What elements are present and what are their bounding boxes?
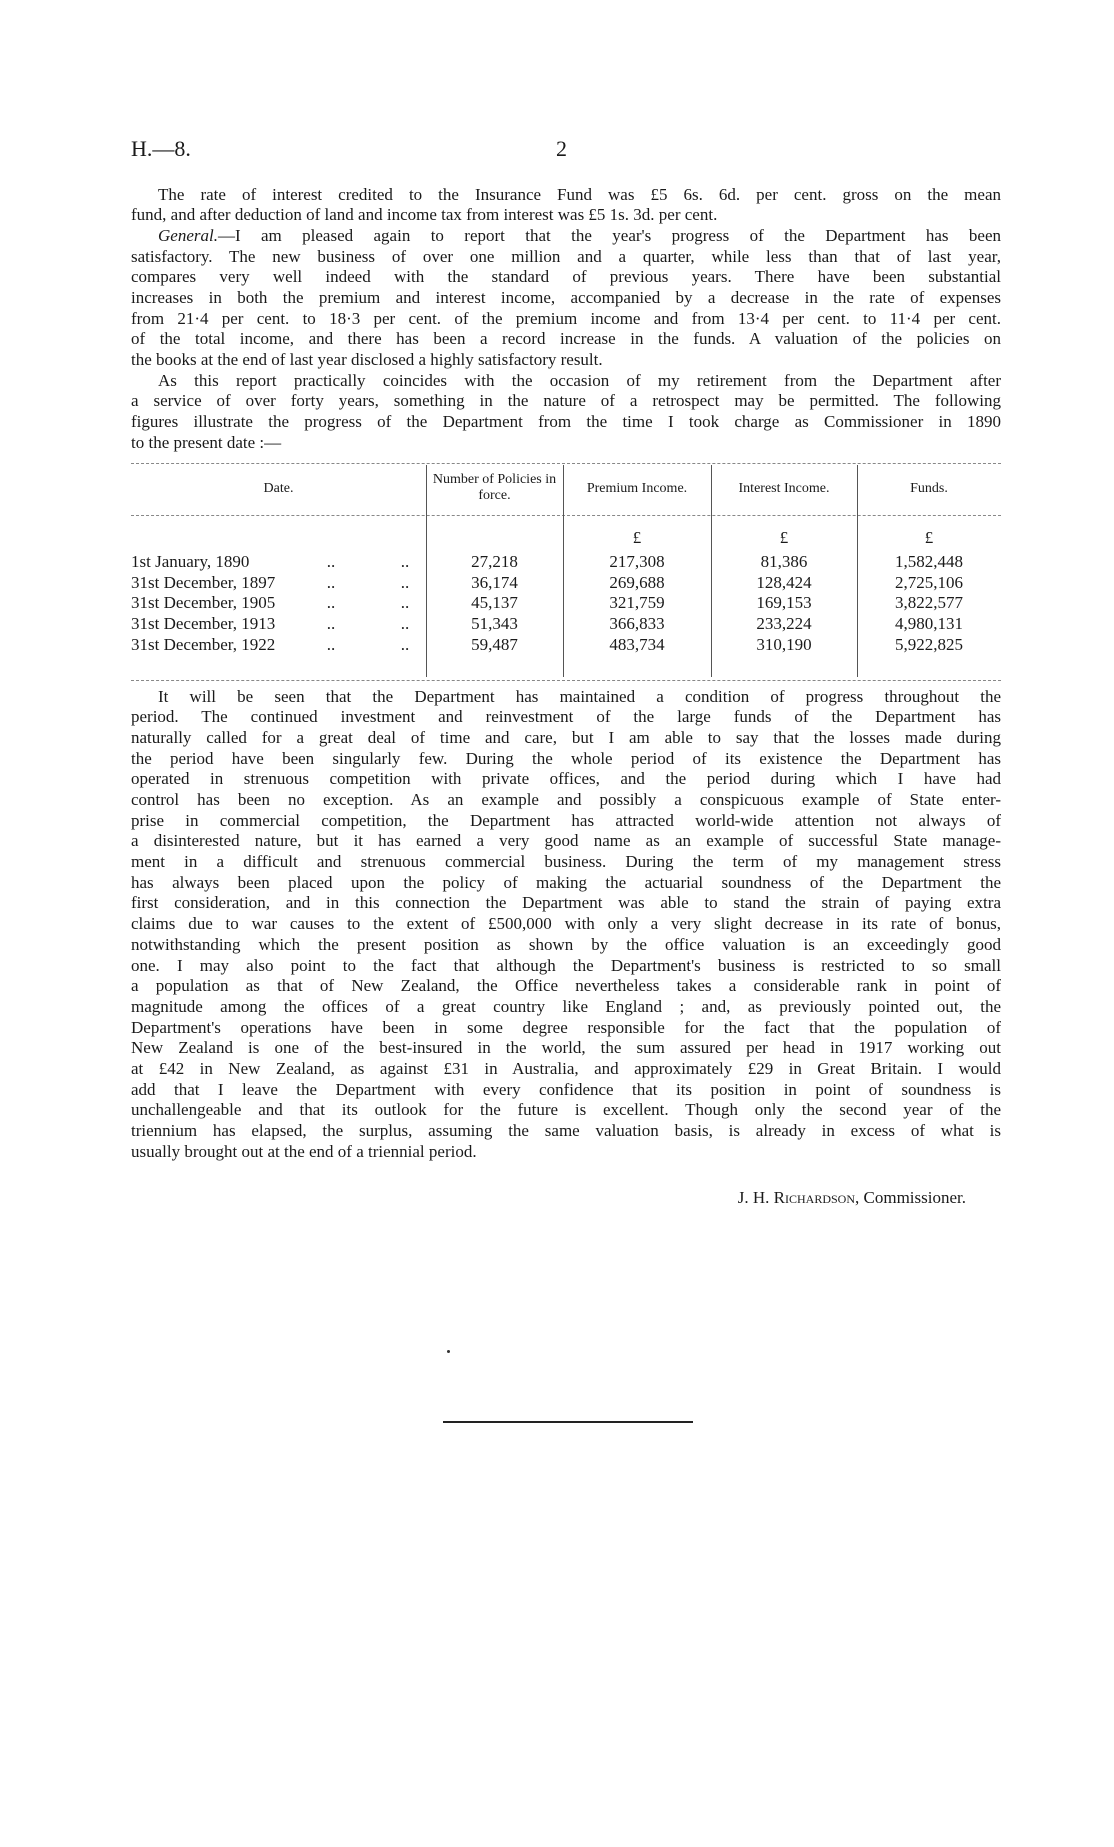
dot-leader: ..	[326, 593, 336, 612]
table-cell: 81,386	[760, 552, 808, 571]
row-date: 1st January, 1890	[131, 552, 250, 571]
table-cell: 59,487	[471, 635, 518, 654]
row-date: 31st December, 1913	[131, 614, 276, 633]
paragraph-line: operated in strenuous competition with private offices, and the period during which I have had	[131, 769, 1001, 789]
column-header: Funds.	[910, 481, 948, 496]
paragraph-line: claims due to war causes to the extent of £500,000 with only a very slight decrease in its rate of bonus,	[131, 914, 1001, 934]
paragraph-line: from 21·4 per cent. to 18·3 per cent. of the premium income and from 13·4 per cent. to 11·4 per cent.	[131, 308, 1001, 328]
table-cell: 51,343	[471, 614, 518, 633]
table-cell: 321,759	[609, 593, 665, 612]
paragraph-conclusion	[131, 687, 1001, 1163]
paragraph-line: satisfactory. The new business of over one million and a quarter, while less than that of last year,	[131, 246, 1001, 266]
paragraph-line: magnitude among the offices of a great country like England ; and, as previously pointed out, the	[131, 996, 1001, 1016]
paragraph-line: a disinterested nature, but it has earned a very good name as an example of successful State manage-	[131, 831, 1001, 851]
progress-table	[131, 463, 1001, 683]
dot-leader: ..	[326, 552, 336, 571]
paragraph-line: unchallengeable and that its outlook for the future is excellent. Though only the second year of the	[131, 1100, 1001, 1120]
end-rule	[443, 1421, 693, 1423]
paragraph-line: a population as that of New Zealand, the Office nevertheless takes a considerable rank in point of	[131, 976, 1001, 996]
table-cell: 310,190	[756, 635, 812, 654]
table-cell: 269,688	[609, 573, 665, 592]
dot-leader: ..	[326, 614, 336, 633]
column-header: Date.	[263, 481, 294, 496]
paragraph-line: prise in commercial competition, the Department has attracted world-wide attention not always of	[131, 810, 1001, 830]
currency-unit: £	[632, 528, 642, 547]
document-reference: H.—8.	[131, 136, 191, 161]
table-cell: 3,822,577	[895, 593, 963, 612]
paragraph-retrospect	[131, 371, 1001, 454]
table-cell: 45,137	[471, 593, 518, 612]
table-cell: 233,224	[756, 614, 812, 633]
paragraph-line: to the present date :—	[131, 432, 282, 452]
row-date: 31st December, 1897	[131, 573, 276, 592]
paragraph-line: As this report practically coincides with the occasion of my retirement from the Department after	[158, 370, 1001, 390]
signature-title: , Commissioner.	[855, 1188, 966, 1207]
paragraph-line: figures illustrate the progress of the Department from the time I took charge as Commissioner in 1890	[131, 412, 1001, 432]
table-cell: 217,308	[609, 552, 665, 571]
dot-leader: ..	[400, 552, 410, 571]
paragraph-line: fund, and after deduction of land and income tax from interest was £5 1s. 3d. per cent.	[131, 205, 718, 225]
paragraph-line: one. I may also point to the fact that although the Department's business is restricted to so small	[131, 955, 1001, 975]
currency-unit: £	[924, 528, 934, 547]
dot-leader: ..	[400, 635, 410, 654]
paragraph-line: notwithstanding which the present position as shown by the office valuation is an exceedingly good	[131, 934, 1001, 954]
table-bottom-rule	[131, 680, 1001, 681]
line-text: —I am pleased again to report that the year's progress of the Department has been	[217, 225, 1001, 245]
paragraph-line: a service of over forty years, something in the nature of a retrospect may be permitted. The following	[131, 391, 1001, 411]
table-cell: 366,833	[609, 614, 665, 633]
general-heading: General.	[158, 225, 218, 245]
table-top-rule	[131, 463, 1001, 464]
paragraph-interest-rate	[131, 185, 1001, 226]
paragraph-line: Department's operations have been in some degree responsible for the fact that the population of	[131, 1017, 1001, 1037]
signature	[560, 1187, 966, 1209]
paragraph-line: naturally called for a great deal of time and care, but I am able to say that the losses made during	[131, 727, 1001, 747]
upper-text-block	[131, 185, 1001, 454]
column-header: Interest Income.	[738, 481, 830, 496]
table-cell: 483,734	[609, 635, 665, 654]
table-cell: 1,582,448	[895, 552, 963, 571]
table-cell: 27,218	[471, 552, 518, 571]
paragraph-line	[131, 226, 1001, 247]
paragraph-line: at £42 in New Zealand, as against £31 in Australia, and approximately £29 in Great Britain. I would	[131, 1058, 1001, 1078]
paragraph-line: usually brought out at the end of a triennial period.	[131, 1141, 477, 1161]
paragraph-line: the books at the end of last year disclosed a highly satisfactory result.	[131, 350, 603, 370]
paragraph-line: It will be seen that the Department has maintained a condition of progress throughout the	[158, 686, 1001, 706]
paragraph-line: control has been no exception. As an example and possibly a conspicuous example of State enter-	[131, 790, 1001, 810]
page-number: 2	[556, 136, 567, 161]
dot-leader: ..	[326, 573, 336, 592]
table-cell: 169,153	[756, 593, 812, 612]
table-cell: 36,174	[471, 573, 518, 592]
stray-mark	[447, 1350, 450, 1353]
paragraph-line: increases in both the premium and interest income, accompanied by a decrease in the rate of expenses	[131, 288, 1001, 308]
table-cell: 5,922,825	[895, 635, 963, 654]
table-cell: 4,980,131	[895, 614, 963, 633]
column-header: Premium Income.	[586, 481, 688, 496]
paragraph-line: of the total income, and there has been a record increase in the funds. A valuation of the policies on	[131, 329, 1001, 349]
paragraph-line: the period have been singularly few. During the whole period of its existence the Department has	[131, 748, 1001, 768]
paragraph-line: has always been placed upon the policy of making the actuarial soundness of the Department the	[131, 872, 1001, 892]
dot-leader: ..	[326, 635, 336, 654]
signature-name: J. H. Richardson	[737, 1188, 856, 1207]
dot-leader: ..	[400, 573, 410, 592]
paragraph-line: The rate of interest credited to the Insurance Fund was £5 6s. 6d. per cent. gross on the mean	[158, 184, 1001, 204]
column-header: Number of Policies in force.	[432, 472, 557, 503]
row-date: 31st December, 1905	[131, 593, 276, 612]
table-cell: 128,424	[756, 573, 812, 592]
table-cell: 2,725,106	[895, 573, 963, 592]
paragraph-line: compares very well indeed with the standard of previous years. There have been substantial	[131, 267, 1001, 287]
paragraph-line: triennium has elapsed, the surplus, assuming the same valuation basis, is already in excess of what is	[131, 1121, 1001, 1141]
paragraph-general	[131, 226, 1001, 371]
currency-unit: £	[779, 528, 789, 547]
paragraph-line: New Zealand is one of the best-insured in the world, the sum assured per head in 1917 working out	[131, 1038, 1001, 1058]
paragraph-line: period. The continued investment and reinvestment of the large funds of the Department has	[131, 707, 1001, 727]
paragraph-line: add that I leave the Department with every confidence that its position in point of soundness is	[131, 1079, 1001, 1099]
row-date: 31st December, 1922	[131, 635, 276, 654]
dot-leader: ..	[400, 614, 410, 633]
paragraph-line: ment in a difficult and strenuous commercial business. During the term of my management stress	[131, 852, 1001, 872]
table-header-rule	[131, 515, 1001, 516]
dot-leader: ..	[400, 593, 410, 612]
paragraph-line: first consideration, and in this connection the Department was able to stand the strain of paying extra	[131, 893, 1001, 913]
